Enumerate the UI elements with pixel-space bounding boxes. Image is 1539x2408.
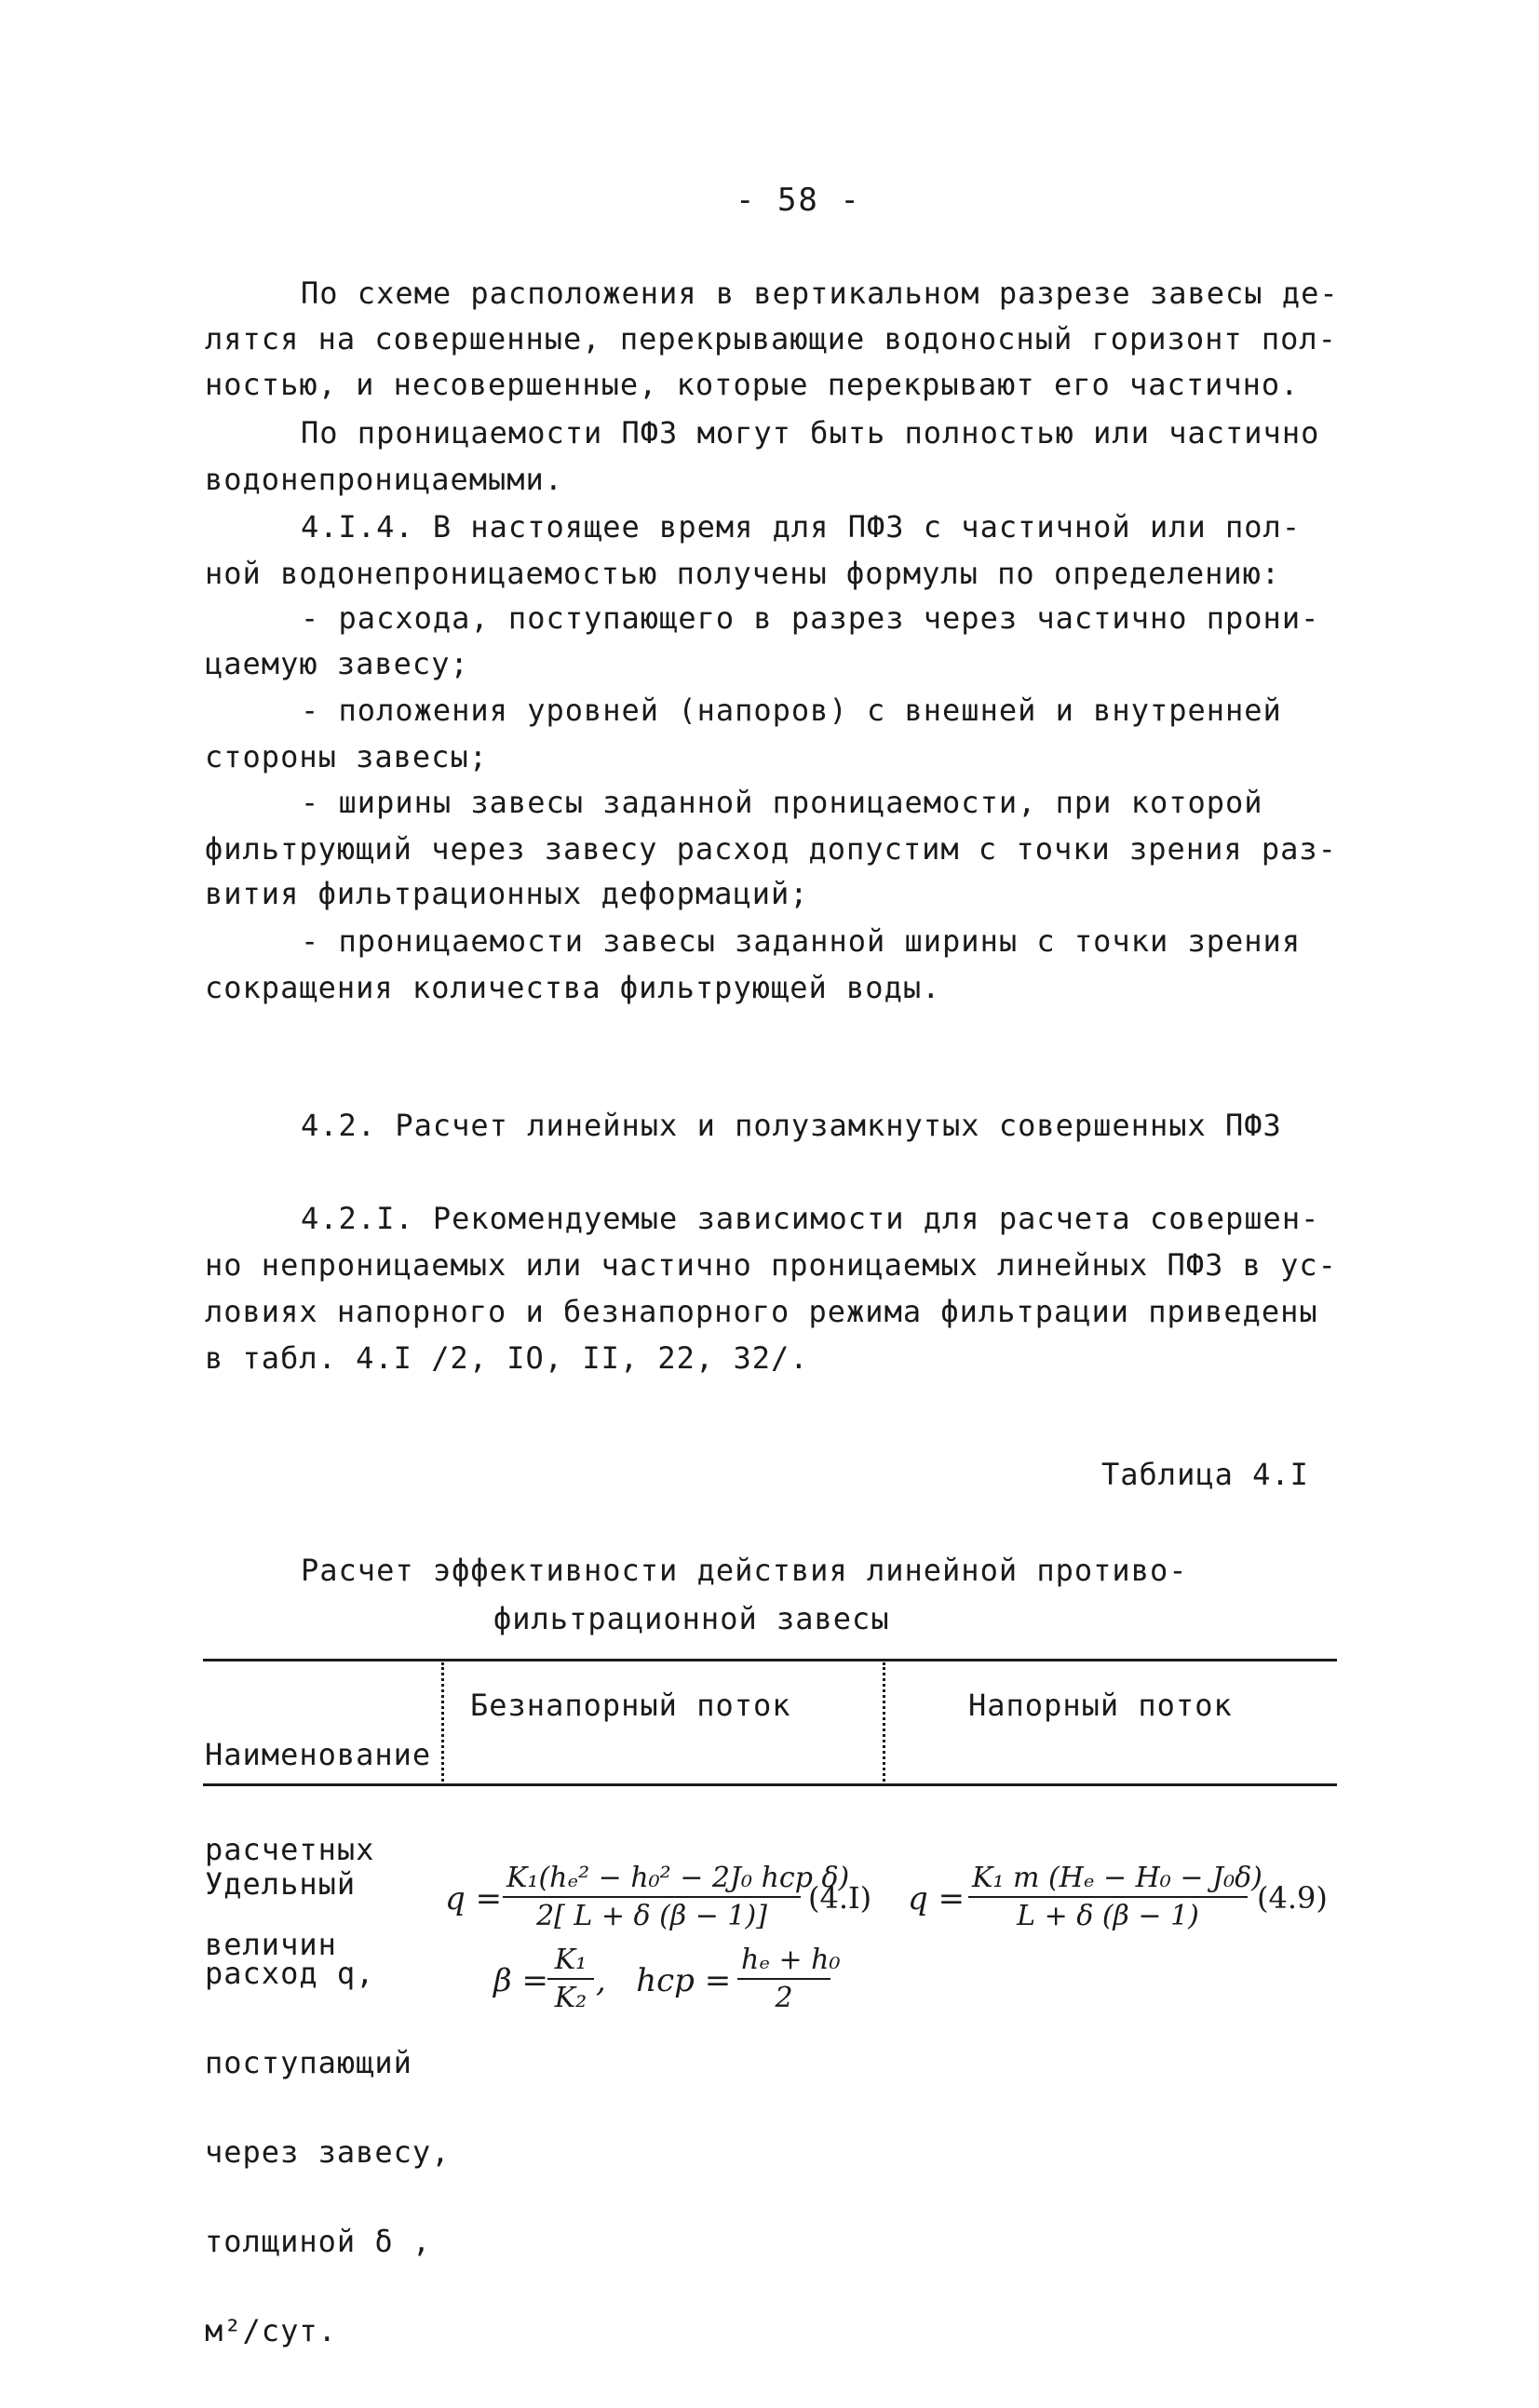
- hcp-numerator: hₑ + h₀: [737, 1944, 830, 1980]
- page-number: - 58 -: [736, 182, 861, 219]
- paragraph-line: вития фильтрационных деформаций;: [205, 876, 809, 911]
- header-line: величин: [205, 1927, 337, 1962]
- table-title-line: Расчет эффективности действия линейной противо-: [301, 1553, 1188, 1588]
- label-line: через завесу,: [205, 2134, 451, 2170]
- table-header-cell: Безнапорный поток: [470, 1688, 791, 1723]
- formula-lhs: q =: [445, 1880, 503, 1917]
- formula-denominator: 2[ L + δ (β − 1)]: [536, 1900, 767, 1932]
- paragraph-line: сокращения количества фильтрующей воды.: [205, 970, 941, 1005]
- hcp-lhs: , hср =: [596, 1962, 732, 1999]
- label-line: поступающий: [205, 2045, 412, 2080]
- equation-number: (4.I): [808, 1880, 872, 1916]
- header-line: Наименование: [205, 1737, 432, 1772]
- paragraph-line: - положения уровней (напоров) с внешней и внутренней: [301, 693, 1282, 728]
- table-row-label: [205, 1809, 450, 2405]
- paragraph-line: стороны завесы;: [205, 739, 488, 774]
- table-header-cell: Напорный поток: [968, 1688, 1233, 1723]
- paragraph-line: ной водонепроницаемостью получены формулы по определению:: [205, 556, 1281, 591]
- equation-number: (4.9): [1257, 1880, 1328, 1916]
- formula-denominator: L + δ (β − 1): [1017, 1900, 1199, 1932]
- label-line: расход q,: [205, 1956, 375, 1991]
- paragraph-line: - проницаемости завесы заданной ширины с точки зрения: [301, 923, 1302, 959]
- table-column-divider: [883, 1662, 885, 1782]
- table-column-divider: [441, 1662, 444, 1782]
- hcp-fraction: [737, 1944, 841, 2014]
- paragraph-line: водонепроницаемыми.: [205, 462, 564, 497]
- paragraph-line: ностью, и несовершенные, которые перекрывают его частично.: [205, 367, 1300, 402]
- paragraph-line: в табл. 4.I /2, IO, II, 22, 32/.: [205, 1340, 809, 1376]
- header-line: расчетных: [205, 1832, 375, 1867]
- paragraph-line: цаемую завесу;: [205, 646, 469, 681]
- formula-numerator: K₁(hₑ² − h₀² − 2J₀ hср δ): [503, 1862, 801, 1898]
- label-line: м²/сут.: [205, 2313, 337, 2348]
- paragraph-line: ловиях напорного и безнапорного режима фильтрации приведены: [205, 1294, 1318, 1329]
- paragraph-line: 4.2.I. Рекомендуемые зависимости для расчета совершен-: [301, 1201, 1320, 1236]
- formula-numerator: K₁ m (Hₑ − H₀ − J₀δ): [968, 1862, 1248, 1898]
- paragraph-line: По схеме расположения в вертикальном разрезе завесы де-: [301, 276, 1339, 311]
- label-line: Удельный: [205, 1866, 357, 1902]
- section-heading: 4.2. Расчет линейных и полузамкнутых совершенных ПФЗ: [301, 1108, 1282, 1143]
- formula-lhs: q =: [908, 1880, 965, 1917]
- paragraph-line: но непроницаемых или частично проницаемых линейных ПФЗ в ус-: [205, 1247, 1337, 1283]
- beta-denominator: K₂: [554, 1982, 587, 2014]
- beta-fraction: [547, 1944, 594, 2014]
- paragraph-line: - расхода, поступающего в разрез через частично прони-: [301, 600, 1320, 636]
- paragraph-line: По проницаемости ПФЗ могут быть полностью или частично: [301, 415, 1320, 451]
- paragraph-line: лятся на совершенные, перекрывающие водоносный горизонт пол-: [205, 321, 1337, 356]
- table-title-line: фильтрационной завесы: [493, 1601, 890, 1636]
- paragraph-line: 4.I.4. В настоящее время для ПФЗ с частичной или пол-: [301, 509, 1302, 545]
- formula-fraction: [968, 1862, 1262, 1932]
- paragraph-line: - ширины завесы заданной проницаемости, при которой: [301, 785, 1263, 820]
- label-line: толщиной δ ,: [205, 2224, 432, 2259]
- table-label: Таблица 4.I: [1101, 1457, 1309, 1492]
- hcp-denominator: 2: [775, 1982, 793, 2014]
- beta-lhs: β =: [493, 1962, 548, 1999]
- beta-numerator: K₁: [547, 1944, 594, 1980]
- paragraph-line: фильтрующий через завесу расход допустим с точки зрения раз-: [205, 831, 1337, 867]
- table-top-rule: [203, 1659, 1337, 1661]
